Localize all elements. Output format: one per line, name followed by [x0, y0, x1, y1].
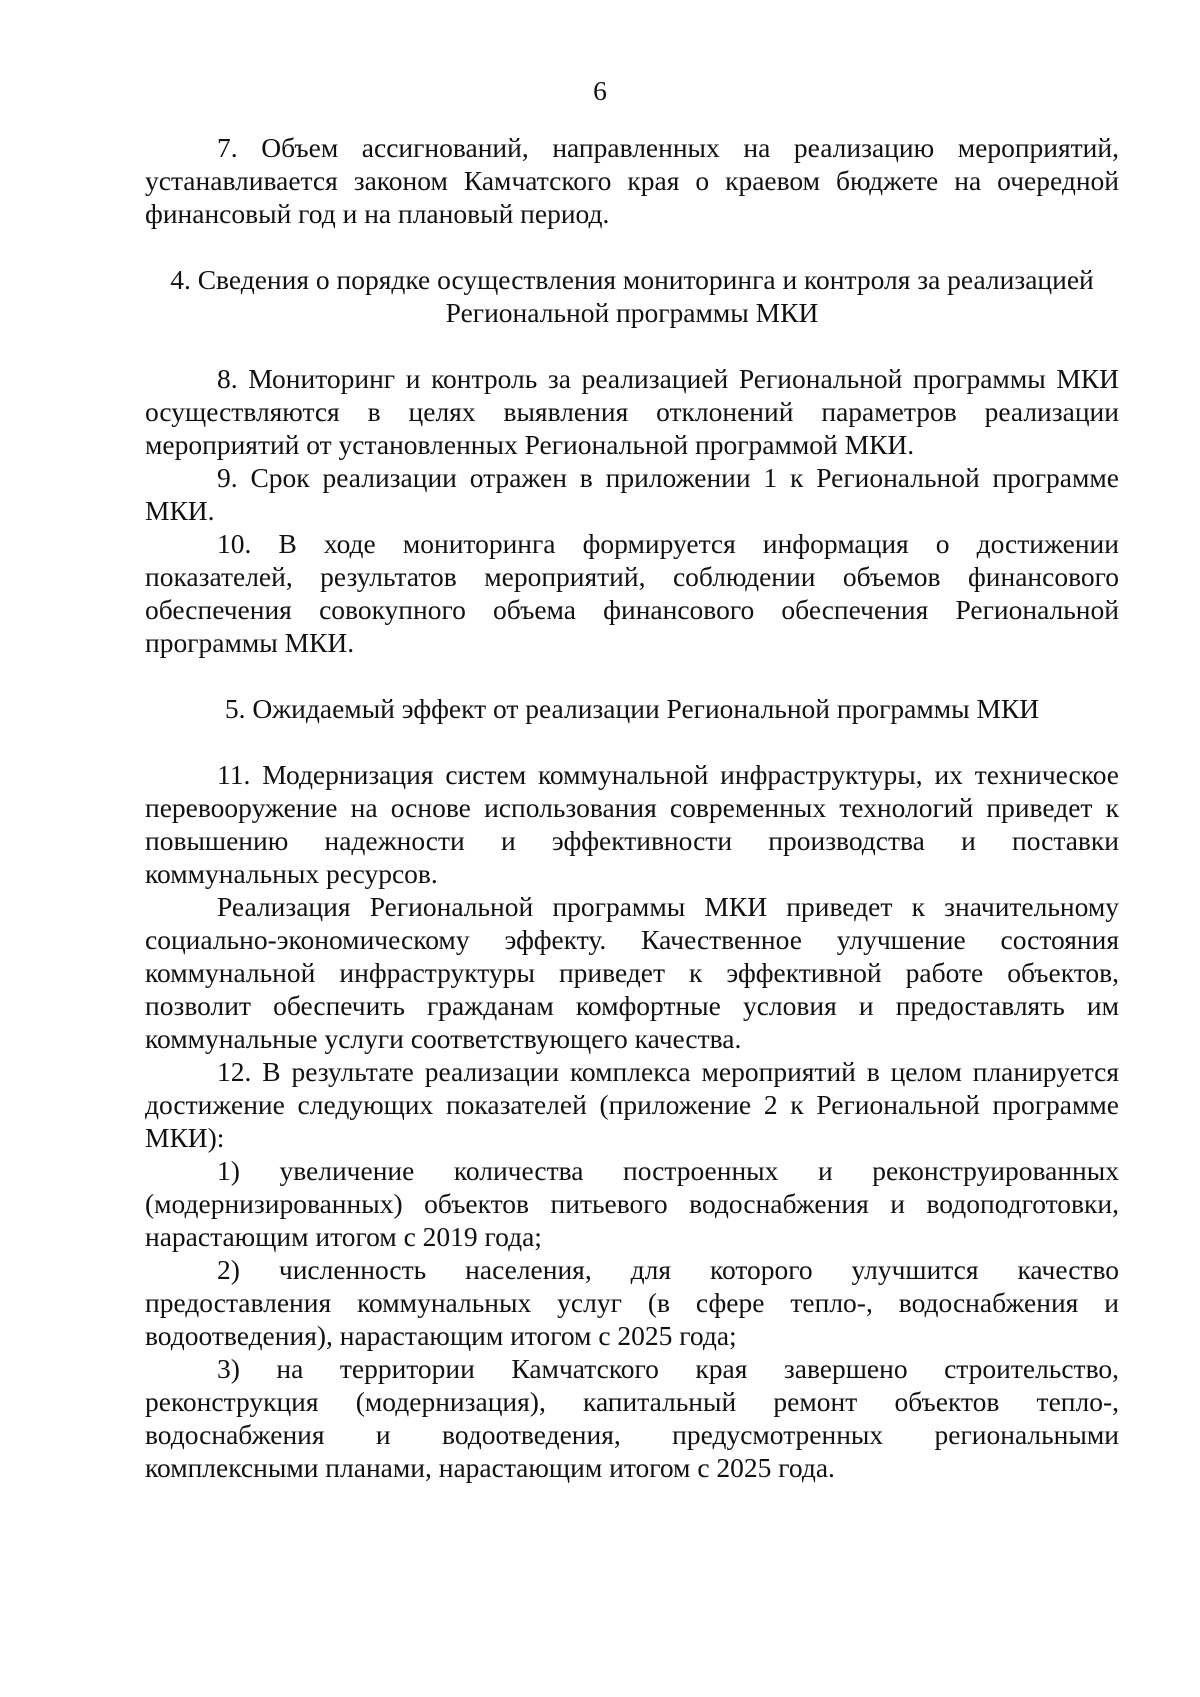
paragraph-7: 7. Объем ассигнований, направленных на реализацию мероприятий, устанавливается законом Камчатского края о краевом бюджете на очередной финансовый год и на плановый период.	[145, 132, 1119, 229]
paragraph-8: 8. Мониторинг и контроль за реализацией Региональной программы МКИ осуществляются в целях выявления отклонений параметров реализации мероприятий от установленных Региональной программой МКИ.	[145, 363, 1119, 460]
paragraph-11: 11. Модернизация систем коммунальной инфраструктуры, их техническое перевооружение на основе использования современных технологий приведет к повышению надежности и эффективности производства и поставки коммунальных ресурсов.	[145, 759, 1119, 889]
paragraph-effect: Реализация Региональной программы МКИ приведет к значительному социально-экономическому эффекту. Качественное улучшение состояния коммунальной инфраструктуры приведет к эффективной работе объектов, позволит обеспечить гражданам комфортные условия и предоставлять им коммунальные услуги соответствующего качества.	[145, 891, 1119, 1054]
paragraph-9: 9. Срок реализации отражен в приложении 1 к Региональной программе МКИ.	[145, 462, 1119, 526]
section-4-title-line-1: 4. Сведения о порядке осуществления мониторинга и контроля за реализацией	[170, 264, 1094, 295]
section-4-title-line-2: Региональной программы МКИ	[445, 297, 819, 328]
list-item-3: 3) на территории Камчатского края завершено строительство, реконструкция (модернизация), капитальный ремонт объектов тепло-, водоснабжения и водоотведения, предусмотренных региональными комплексными планами, нарастающим итогом с 2025 года.	[145, 1353, 1119, 1483]
page-number: 6	[593, 75, 607, 106]
paragraph-12: 12. В результате реализации комплекса мероприятий в целом планируется достижение следующих показателей (приложение 2 к Региональной программе МКИ):	[145, 1056, 1119, 1153]
list-item-1: 1) увеличение количества построенных и реконструированных (модернизированных) объектов питьевого водоснабжения и водоподготовки, нарастающим итогом с 2019 года;	[145, 1155, 1119, 1252]
list-item-2: 2) численность населения, для которого улучшится качество предоставления коммунальных услуг (в сфере тепло-, водоснабжения и водоотведения), нарастающим итогом с 2025 года;	[145, 1254, 1119, 1351]
paragraph-10: 10. В ходе мониторинга формируется информация о достижении показателей, результатов мероприятий, соблюдении объемов финансового обеспечения совокупного объема финансового обеспечения Региональной программы МКИ.	[145, 528, 1119, 658]
section-5-heading: 5. Ожидаемый эффект от реализации Региональной программы МКИ	[224, 693, 1040, 724]
section-4-heading	[145, 263, 1119, 329]
document-body	[145, 131, 1119, 1484]
